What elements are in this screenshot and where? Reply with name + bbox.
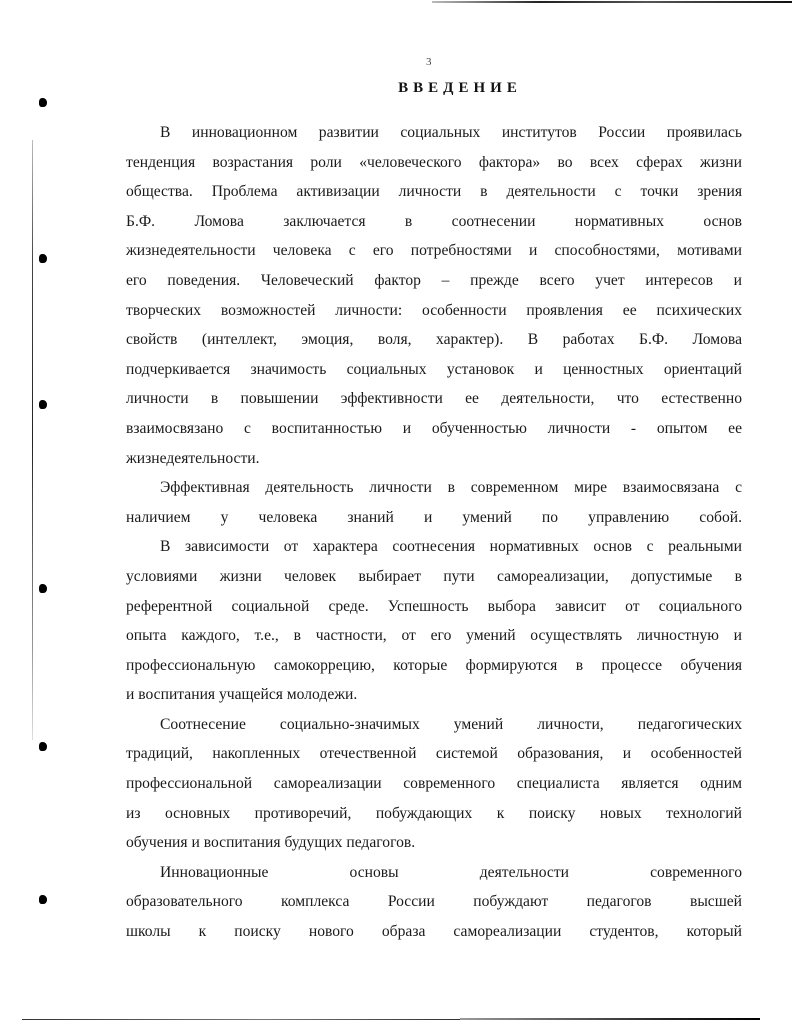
text-line: тенденция возрастания роли «человеческого фактора» во всех сферах жизни — [126, 153, 742, 171]
text-line: опыта каждого, т.е., в частности, от его умений осуществлять личностную и — [126, 627, 742, 645]
binder-hole-mark — [39, 584, 47, 593]
binder-hole-mark — [39, 895, 47, 904]
text-line: жизнедеятельности человека с его потребностями и способностями, мотивами — [126, 242, 742, 260]
text-line: творческих возможностей личности: особенности проявления ее психических — [126, 301, 742, 319]
text-line: условиями жизни человек выбирает пути самореализации, допустимые в — [126, 567, 742, 585]
scan-top-edge-line — [432, 1, 792, 3]
binder-hole-mark — [39, 742, 47, 751]
text-line: и воспитания учащейся молодежи. — [126, 686, 358, 704]
binder-hole-mark — [39, 400, 47, 409]
paragraph — [126, 710, 742, 858]
text-line: наличием у человека знаний и умений по управлению собой. — [126, 508, 742, 526]
text-line: личности в повышении эффективности ее деятельности, что естественно — [126, 390, 742, 408]
text-line: взаимосвязано с воспитанностью и обученностью личности - опытом ее — [126, 419, 742, 437]
text-line: обучения и воспитания будущих педагогов. — [126, 834, 416, 852]
text-line: Эффективная деятельность личности в современном мире взаимосвязана с — [160, 479, 742, 497]
text-line: референтной социальной среде. Успешность выбора зависит от социального — [126, 597, 742, 615]
text-line: В инновационном развитии социальных институтов России проявилась — [160, 124, 742, 141]
text-line: общества. Проблема активизации личности в деятельности с точки зрения — [126, 183, 742, 201]
text-line: образовательного комплекса России побуждают педагогов высшей — [126, 893, 742, 911]
section-title: ВВЕДЕНИЕ — [398, 80, 522, 96]
scan-left-binding-line — [32, 140, 33, 740]
text-line: Инновационные основы деятельности современного — [160, 863, 742, 881]
text-line: подчеркивается значимость социальных установок и ценностных ориентаций — [126, 360, 742, 378]
text-line: из основных противоречий, побуждающих к поиску новых технологий — [126, 804, 742, 822]
text-line: В зависимости от характера соотнесения нормативных основ с реальными — [160, 538, 742, 556]
paragraph — [126, 118, 742, 473]
text-line: жизнедеятельности. — [126, 449, 260, 467]
text-line: Б.Ф. Ломова заключается в соотнесении нормативных основ — [126, 212, 742, 230]
text-line: профессиональной самореализации современного специалиста является одним — [126, 775, 742, 793]
binder-hole-mark — [39, 98, 47, 107]
text-line: его поведения. Человеческий фактор – прежде всего учет интересов и — [126, 271, 742, 289]
scan-bottom-edge-line — [22, 1019, 502, 1020]
document-body — [126, 118, 742, 947]
paragraph — [126, 473, 742, 532]
binder-hole-mark — [39, 254, 47, 263]
text-line: профессиональную самокоррецию, которые формируются в процессе обучения — [126, 656, 742, 674]
paragraph — [126, 858, 742, 947]
text-line: школы к поиску нового образа самореализации студентов, который — [126, 923, 742, 941]
page-number: 3 — [426, 56, 432, 68]
paragraph — [126, 532, 742, 710]
text-line: Соотнесение социально-значимых умений личности, педагогических — [160, 715, 742, 733]
scan-bottom-edge-line — [460, 1018, 760, 1020]
text-line: свойств (интеллект, эмоция, воля, характер). В работах Б.Ф. Ломова — [126, 331, 742, 349]
text-line: традиций, накопленных отечественной системой образования, и особенностей — [126, 745, 742, 763]
